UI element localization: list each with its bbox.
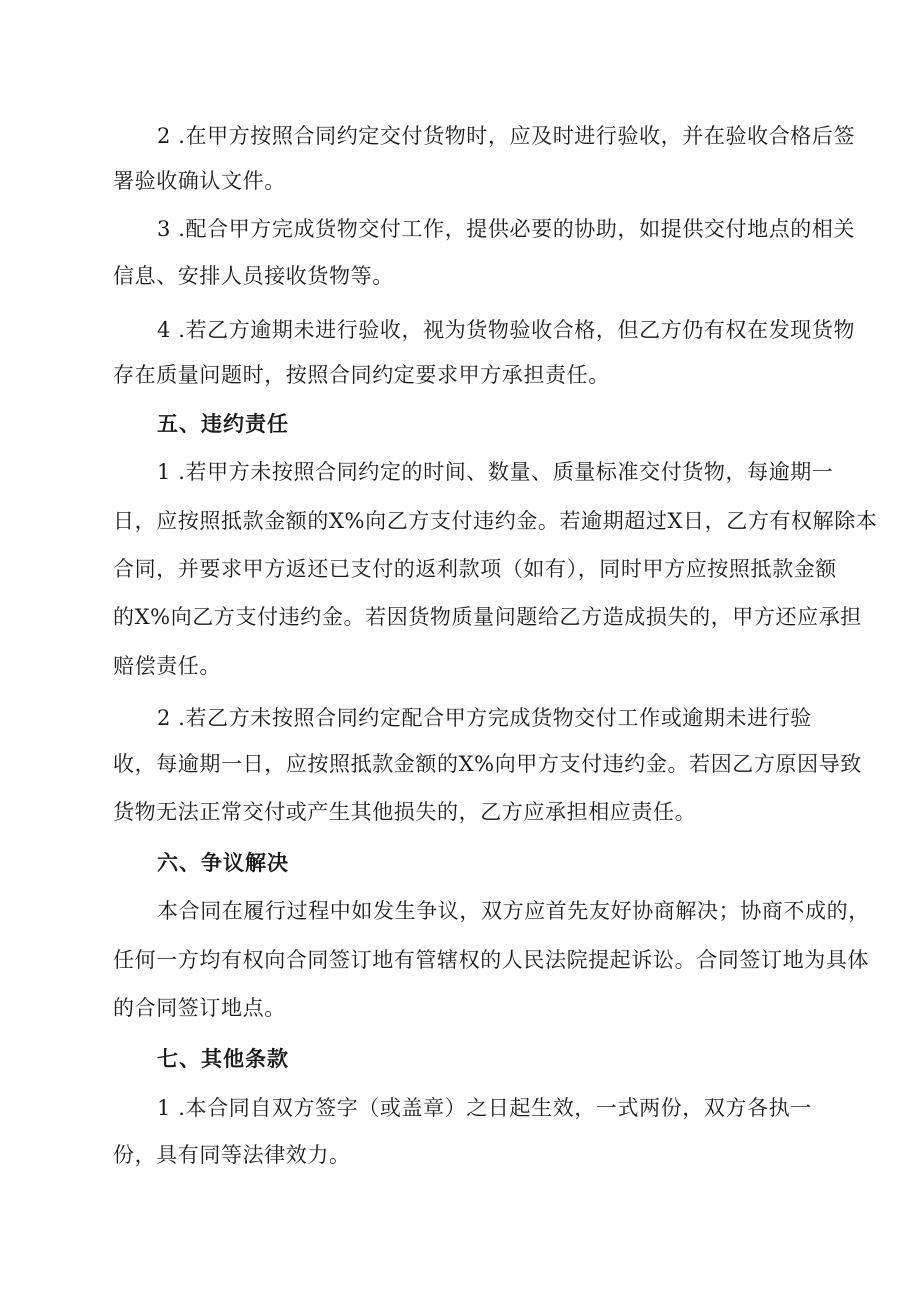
clause-5-1-line-2: 日，应按照抵款金额的X%向乙方支付违约金。若逾期超过X日，乙方有权解除本 — [113, 509, 878, 533]
clause-4-2-line-2: 署验收确认文件。 — [113, 169, 286, 193]
clause-5-1-line-1: 1 .若甲方未按照合同约定的时间、数量、质量标准交付货物，每逾期一 — [157, 460, 834, 484]
clause-4-4-line-2: 存在质量问题时，按照合同约定要求甲方承担责任。 — [113, 363, 610, 387]
clause-5-2-line-3: 货物无法正常交付或产生其他损失的，乙方应承担相应责任。 — [113, 800, 697, 824]
clause-4-3-line-1: 3 .配合甲方完成货物交付工作，提供必要的协助，如提供交付地点的相关 — [157, 217, 856, 241]
clause-5-1-line-3: 合同，并要求甲方返还已支付的返利款项（如有），同时甲方应按照抵款金额 — [113, 557, 837, 581]
clause-5-2-line-1: 2 .若乙方未按照合同约定配合甲方完成货物交付工作或逾期未进行验 — [157, 706, 812, 730]
clause-7-1-line-1: 1 .本合同自双方签字（或盖章）之日起生效，一式两份，双方各执一 — [157, 1096, 812, 1120]
clause-6-line-2: 任何一方均有权向合同签订地有管辖权的人民法院提起诉讼。合同签订地为具体 — [113, 948, 869, 972]
section-heading-other-terms: 七、其他条款 — [157, 1046, 289, 1071]
section-heading-breach-liability: 五、违约责任 — [157, 411, 289, 436]
clause-7-1-line-2: 份，具有同等法律效力。 — [113, 1143, 351, 1167]
clause-4-2-line-1: 2 .在甲方按照合同约定交付货物时，应及时进行验收，并在验收合格后签 — [157, 124, 856, 148]
clause-4-4-line-1: 4 .若乙方逾期未进行验收，视为货物验收合格，但乙方仍有权在发现货物 — [157, 318, 856, 342]
clause-4-3-line-2: 信息、安排人员接收货物等。 — [113, 264, 394, 288]
clause-6-line-1: 本合同在履行过程中如发生争议，双方应首先友好协商解决；协商不成的， — [157, 899, 870, 923]
section-heading-dispute-resolution: 六、争议解决 — [157, 850, 289, 875]
clause-5-1-line-5: 赔偿责任。 — [113, 654, 221, 678]
clause-5-2-line-2: 收，每逾期一日，应按照抵款金额的X%向甲方支付违约金。若因乙方原因导致 — [113, 752, 862, 776]
clause-6-line-3: 的合同签订地点。 — [113, 996, 286, 1020]
clause-5-1-line-4: 的X%向乙方支付违约金。若因货物质量问题给乙方造成损失的，甲方还应承担 — [113, 605, 862, 629]
